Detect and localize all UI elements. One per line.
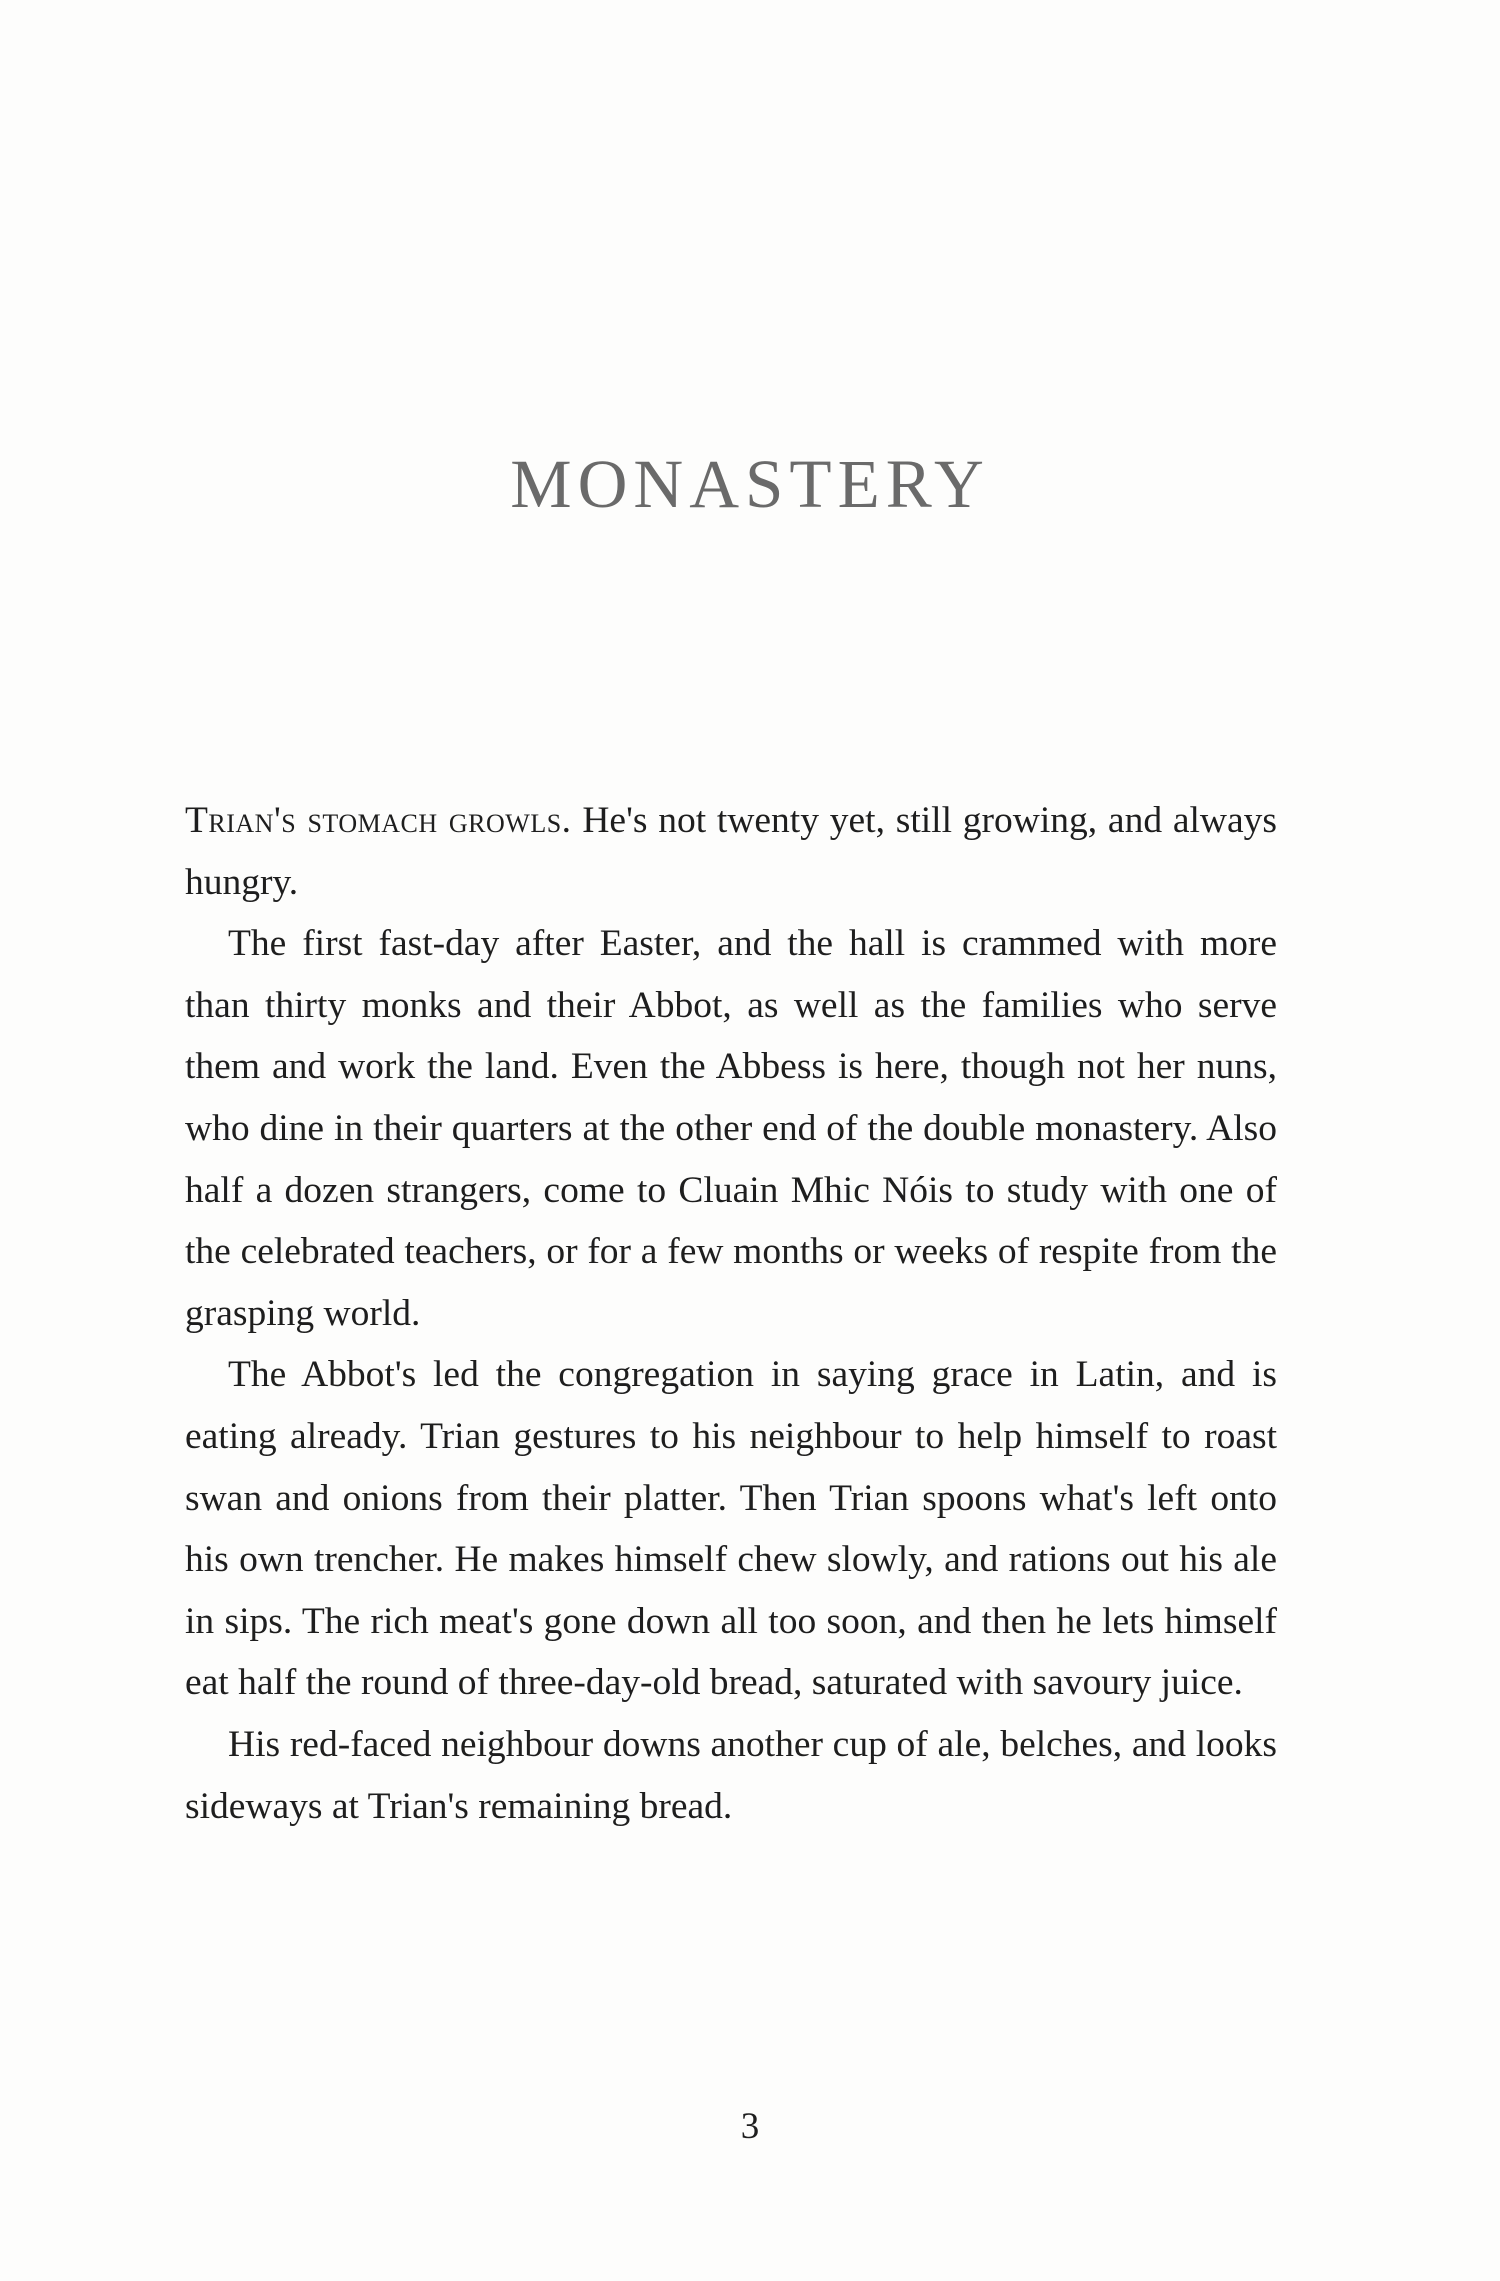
body-text [185, 790, 1277, 1837]
chapter-title: MONASTERY [510, 446, 990, 522]
paragraph [185, 790, 1277, 913]
paragraph-text: He's not twenty yet, still growing, and always hungry. [185, 800, 1277, 903]
paragraph: The first fast-day after Easter, and the hall is crammed with more than thirty monks and their Abbot, as well as the families who serve them and work the land. Even the Abbess is here, though not her nuns, who dine in their quarters at the other end of the double monastery. Also half a dozen strangers, come to Cluain Mhic Nóis to study with one of the celebrated teachers, or for a few months or weeks of respite from the grasping world. [185, 923, 1277, 1334]
paragraph-lead-in: Trian's stomach growls. [185, 800, 572, 841]
page-number: 3 [740, 2106, 760, 2147]
paragraph: His red-faced neighbour downs another cup of ale, belches, and looks sideways at Trian's remaining bread. [185, 1723, 1277, 1827]
paragraph: The Abbot's led the congregation in saying grace in Latin, and is eating already. Trian gestures to his neighbour to help himself to roast swan and onions from their platter. Then Trian spoons what's left onto his own trencher. He makes himself chew slowly, and rations out his ale in sips. The rich meat's gone down all too soon, and then he lets himself eat half the round of three-day-old bread, saturated with savoury juice. [185, 1354, 1277, 1704]
